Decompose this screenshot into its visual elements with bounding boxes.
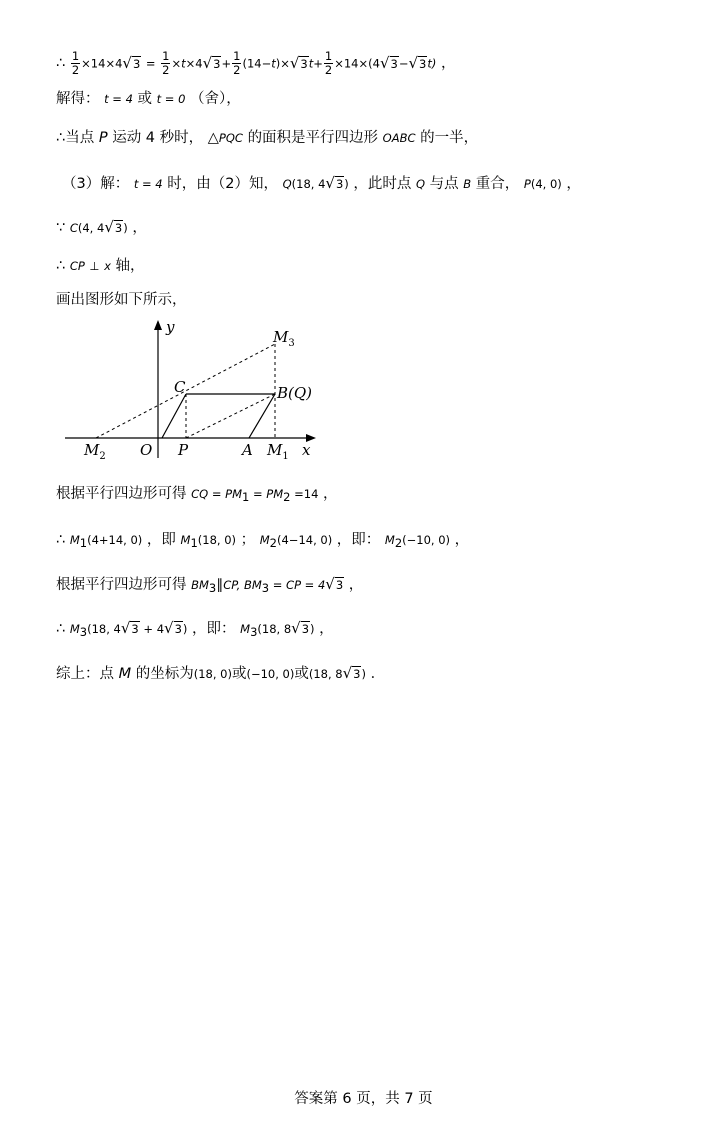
page-footer: 答案第 6 页，共 7 页 — [294, 1091, 433, 1107]
label-BQ: B(Q) — [277, 384, 313, 402]
label-A: A — [242, 441, 253, 459]
summary-line: 综上：点 M 的坐标为(18, 0)或(−10, 0)或(18, 8√3) ． — [56, 664, 386, 682]
m1-m2-line: ∴ $M_1(4+14$, 0) ，即 $M_1(18$, 0) ； $M_2(4-14$, 0) ，即： $M_2(-10$, 0) ， — [56, 532, 470, 550]
label-O: O — [140, 441, 153, 459]
label-M3: $M_3$ — [273, 328, 295, 349]
segment-PC — [162, 394, 186, 438]
therefore-symbol: ∴ — [56, 55, 66, 72]
label-P: P — [178, 441, 189, 459]
label-C: C — [174, 378, 186, 396]
parallelogram-line-1: 根据平行四边形可得 CQ = $PM_1 = PM_2 =14$ ， — [56, 486, 338, 504]
draw-figure-line: 画出图形如下所示， — [56, 292, 187, 308]
parallelogram-line-2: 根据平行四边形可得 $BM_3\parallel CP$, $BM_3$ = CP = 4√3 ， — [56, 575, 364, 595]
point-c-line: ∵ C(4, 4√3) ， — [56, 218, 147, 236]
label-M1: $M_1$ — [267, 441, 289, 462]
dashed-M2-M3 — [96, 344, 275, 438]
perpendicular-line: ∴ CP ⊥ x 轴， — [56, 258, 145, 274]
fraction-half: $\frac{1}{2}$ — [71, 49, 80, 77]
equation-line-1: ∴ $\frac{1}{2}$ ×14×4√3 = $\frac{1}{2}$ ×t×4√3+ $\frac{1}{2}$ (14−t)×√3t+ $\frac{1}{2}$ ×14×(4√3−√3t) ， — [56, 49, 456, 77]
label-M2: $M_2$ — [84, 441, 106, 462]
geometry-figure — [60, 318, 330, 468]
sqrt-3: √3 — [122, 53, 141, 72]
conclusion-line: ∴当点 P 运动 4 秒时， △PQC 的面积是平行四边形 OABC 的一半， — [56, 130, 479, 146]
label-x: x — [302, 441, 311, 459]
solution-line: 解得： t = 4 或 t = 0 （舍）， — [56, 91, 241, 107]
m3-line: ∴ $M_3(18$, 4√3 + 4√3) ，即： $M_3(18$, 8√3) ， — [56, 619, 334, 639]
label-y: y — [166, 318, 175, 336]
fraction-half: $\frac{1}{2}$ — [162, 49, 170, 77]
y-axis-arrow — [154, 320, 162, 330]
part3-line: （3）解： t = 4 时，由（2）知， Q(18, 4√3) ，此时点 Q 与点 B 重合， P(4, 0) ， — [62, 174, 581, 192]
